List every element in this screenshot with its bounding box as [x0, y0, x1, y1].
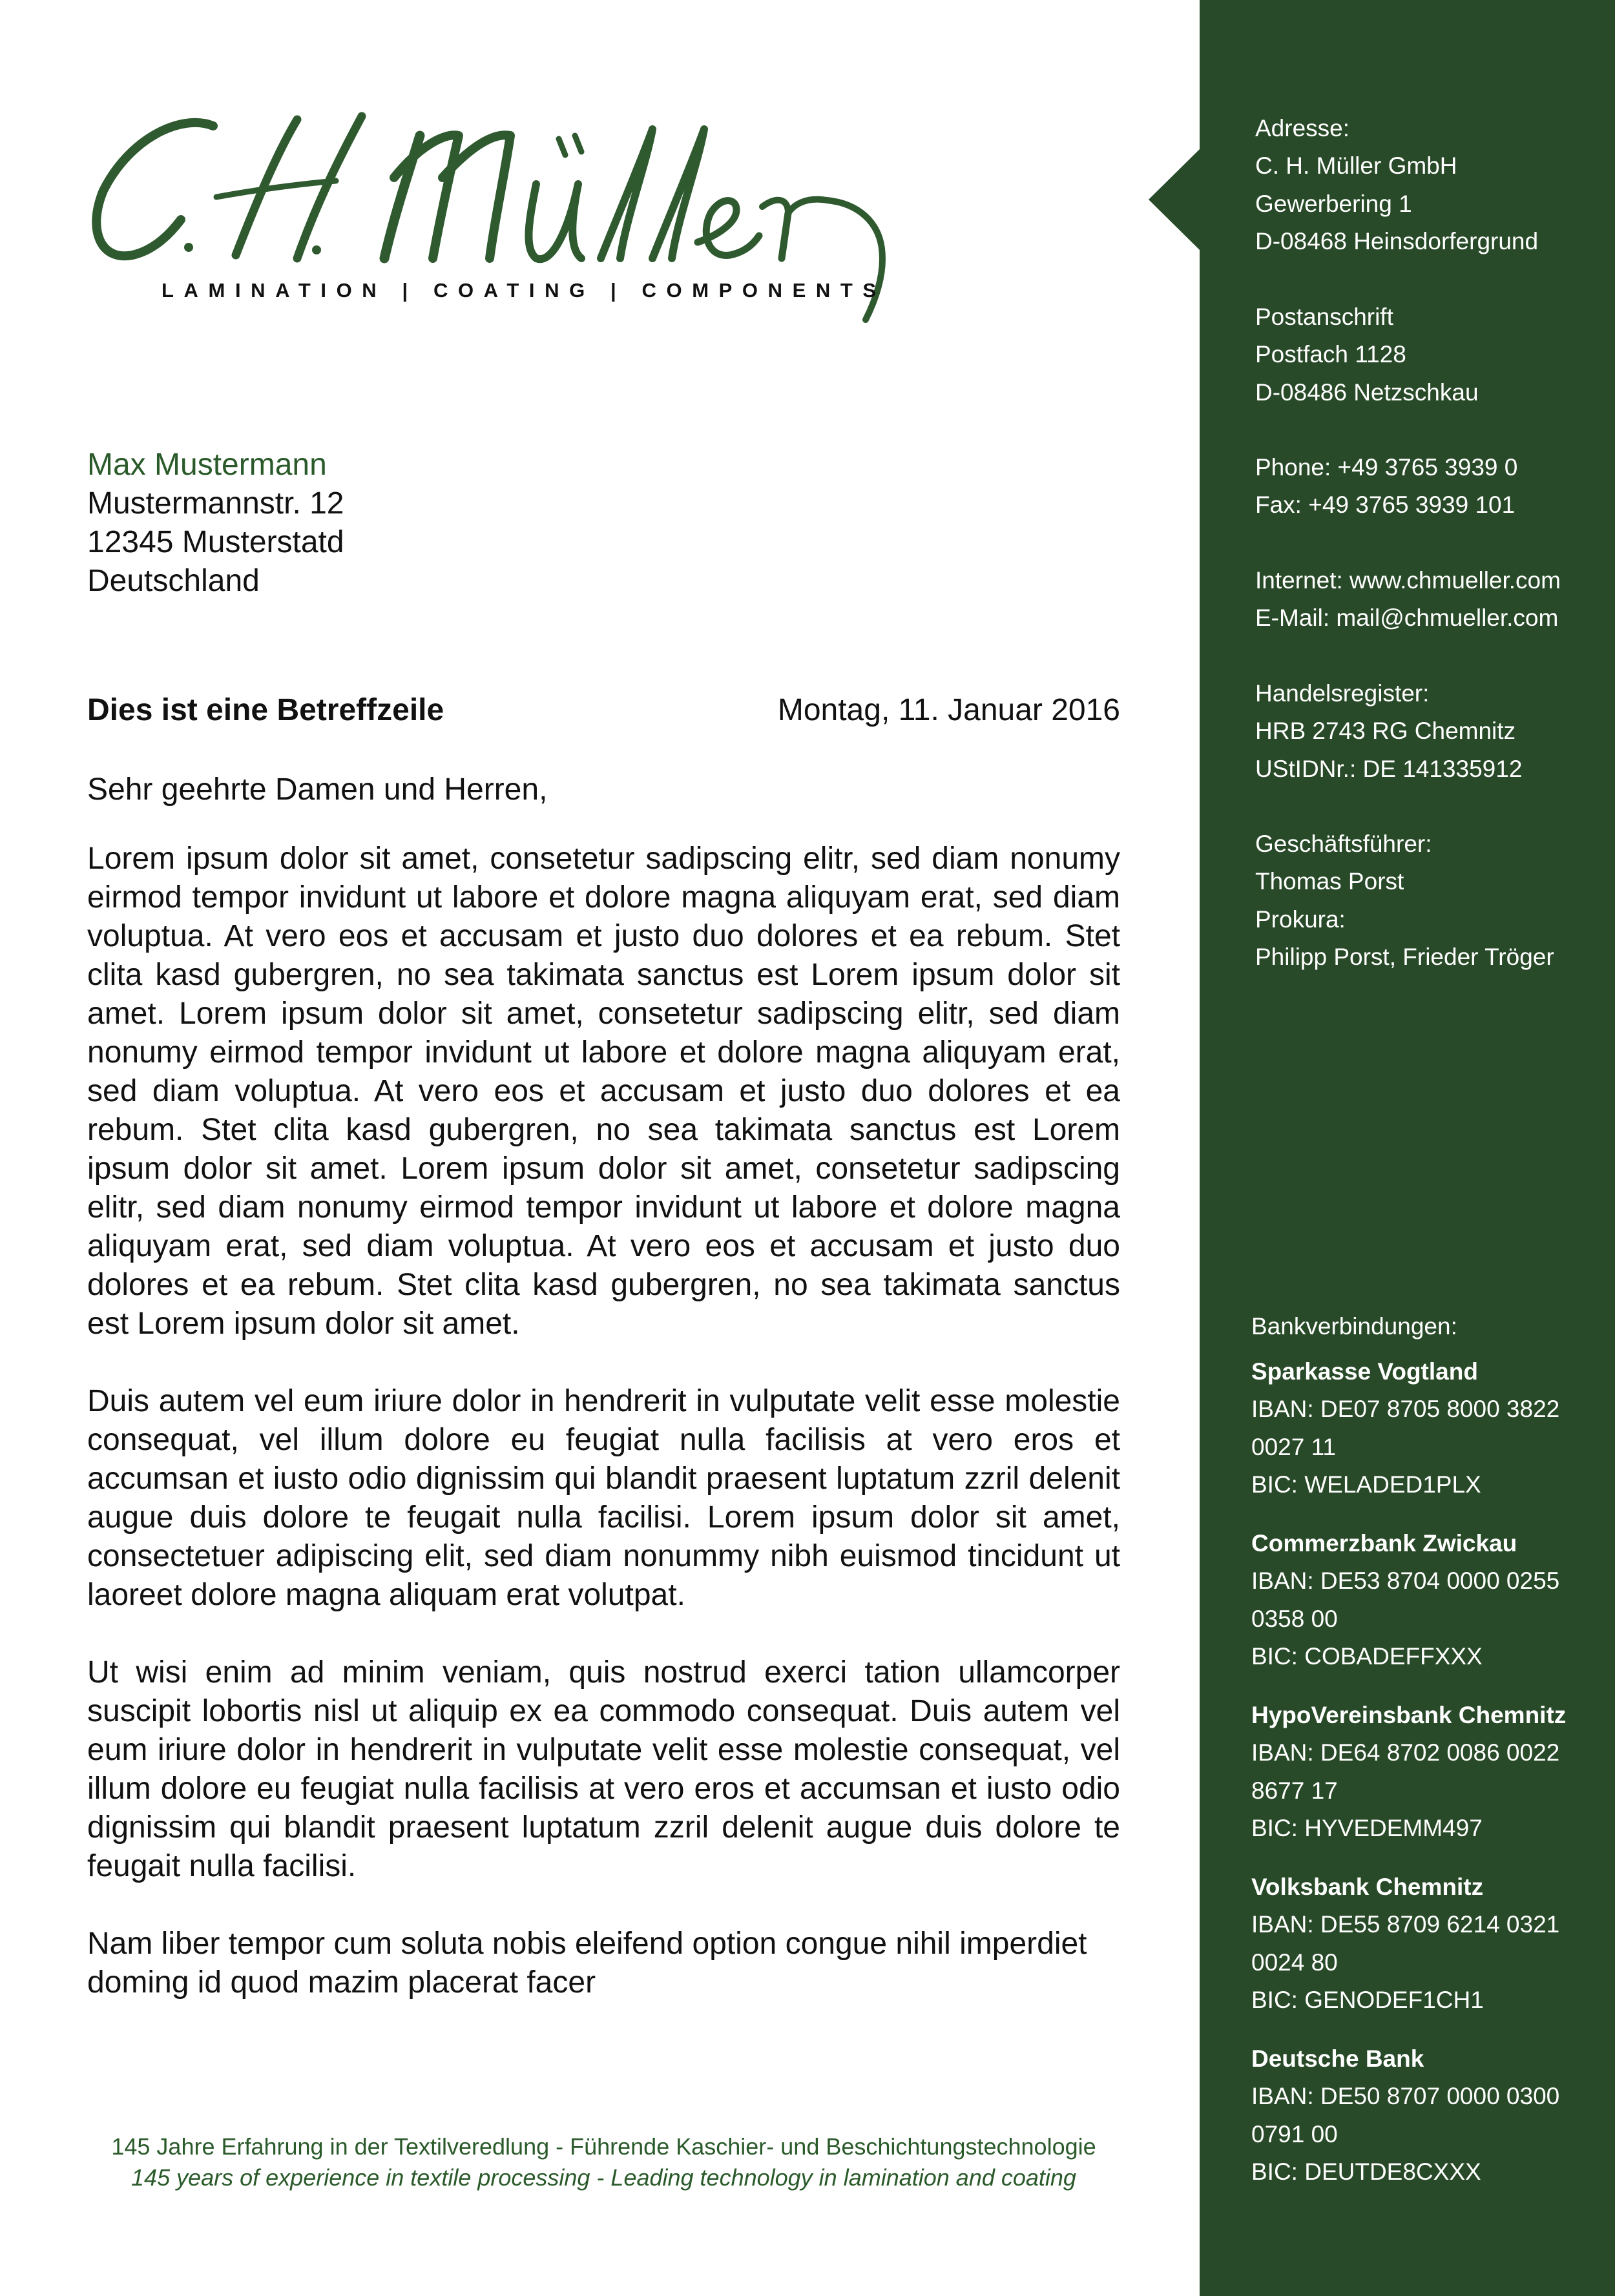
bank-iban: IBAN: DE64 8702 0086 0022: [1251, 1739, 1560, 1766]
company-name: C. H. Müller GmbH: [1255, 152, 1457, 180]
email-link[interactable]: E-Mail: mail@chmueller.com: [1255, 605, 1559, 632]
bank-name: Sparkasse Vogtland: [1251, 1358, 1478, 1385]
letter-footer: [87, 2131, 1120, 2193]
bank-label: Bankverbindungen:: [1251, 1313, 1457, 1339]
management-block: [1255, 825, 1598, 977]
sidebar-pointer: [1149, 149, 1200, 251]
bank-iban-cont: 8677 17: [1251, 1777, 1338, 1804]
body-paragraph: Duis autem vel eum iriure dolor in hendrerit in vulputate velit esse molestie consequat, vel illum dolore eu feugiat nulla facilisis at vero eros et accumsan et iusto odio dignissim qui blandit praesent luptatum zzril delenit augue duis dolore te feugait nulla facilisi. Lorem ipsum dolor sit amet, consectetuer adipiscing elit, sed diam nonummy nibh euismod tincidunt ut laoreet dolore magna aliquam erat volutpat.: [87, 1384, 1120, 1612]
prokura-label: Prokura:: [1255, 905, 1346, 933]
footer-german: 145 Jahre Erfahrung in der Textilveredlung - Führende Kaschier- und Beschichtungstechnologie: [111, 2133, 1096, 2160]
phone-number: Phone: +49 3765 3939 0: [1255, 454, 1518, 481]
body-paragraph: Ut wisi enim ad minim veniam, quis nostrud exerci tation ullamcorper suscipit lobortis nisl ut aliquip ex ea commodo consequat. Duis autem vel eum iriure dolor in hendrerit in vulputate velit esse molestie consequat, vel illum dolore eu feugiat nulla facilisis at vero eros et accumsan et iusto odio dignissim qui blandit praesent luptatum zzril delenit augue duis dolore te feugait nulla facilisi.: [87, 1655, 1120, 1883]
recipient-name: Max Mustermann: [87, 448, 327, 482]
bank-bic: BIC: DEUTDE8CXXX: [1251, 2158, 1481, 2186]
bank-iban: IBAN: DE53 8704 0000 0255: [1251, 1567, 1560, 1595]
bank-iban-cont: 0358 00: [1251, 1605, 1338, 1632]
bank-iban-cont: 0791 00: [1251, 2120, 1338, 2147]
bank-entry: [1251, 1868, 1600, 2020]
bank-entry: [1251, 1525, 1600, 1676]
bank-iban: IBAN: DE07 8705 8000 3822: [1251, 1396, 1560, 1423]
company-street: Gewerbering 1: [1255, 190, 1412, 217]
bank-entry: [1251, 2040, 1600, 2191]
address-label: Adresse:: [1255, 115, 1350, 141]
bank-iban-cont: 0027 11: [1251, 1433, 1336, 1460]
bank-name: Commerzbank Zwickau: [1251, 1530, 1517, 1557]
bank-name: HypoVereinsbank Chemnitz: [1251, 1702, 1567, 1728]
logo-tagline: LAMINATION | COATING | COMPONENTS: [162, 279, 886, 302]
ceo-name: Thomas Porst: [1255, 868, 1404, 895]
po-city: D-08486 Netzschkau: [1255, 378, 1479, 406]
bank-section: [1251, 1308, 1600, 1345]
phone-block: [1255, 449, 1598, 524]
internet-link[interactable]: Internet: www.chmueller.com: [1255, 567, 1561, 594]
letter-subject: Dies ist eine Betreffzeile: [87, 693, 444, 727]
company-logo: [84, 100, 1021, 358]
bank-name: Volksbank Chemnitz: [1251, 1874, 1484, 1900]
bank-entry: [1251, 1353, 1600, 1504]
body-paragraph: Lorem ipsum dolor sit amet, consetetur sadipscing elitr, sed diam nonumy eirmod tempor invidunt ut labore et dolore magna aliquyam erat, sed diam voluptua. At vero eos et accusam et justo duo dolores et ea rebum. Stet clita kasd gubergren, no sea takimata sanctus est Lorem ipsum dolor sit amet. Lorem ipsum dolor sit amet, consetetur sadipscing elitr, sed diam nonumy eirmod tempor invidunt ut labore et dolore magna aliquyam erat, sed diam voluptua. At vero eos et accusam et justo duo dolores et ea rebum. Stet clita kasd gubergren, no sea takimata sanctus est Lorem ipsum dolor sit amet. Lorem ipsum dolor sit amet, consetetur sadipscing elitr, sed diam nonumy eirmod tempor invidunt ut labore et dolore magna aliquyam erat, sed diam voluptua. At vero eos et accusam et justo duo dolores et ea rebum. Stet clita kasd gubergren, no sea takimata sanctus est Lorem ipsum dolor sit amet.: [87, 842, 1120, 1341]
bank-bic: BIC: HYVEDEMM497: [1251, 1815, 1483, 1842]
prokura-names: Philipp Porst, Frieder Tröger: [1255, 944, 1554, 971]
footer-english: 145 years of experience in textile processing - Leading technology in lamination and coating: [131, 2164, 1076, 2191]
ustid-number: UStIDNr.: DE 141335912: [1255, 755, 1523, 782]
recipient-city: 12345 Musterstatd: [87, 525, 344, 559]
bank-iban: IBAN: DE55 8709 6214 0321: [1251, 1911, 1560, 1938]
register-block: [1255, 675, 1598, 788]
company-city: D-08468 Heinsdorfergrund: [1255, 228, 1539, 255]
letter-date: Montag, 11. Januar 2016: [777, 693, 1120, 727]
letter-body: [87, 840, 1120, 2002]
company-address-block: [1255, 110, 1598, 261]
recipient-address: [87, 446, 344, 601]
postal-address-block: [1255, 298, 1598, 411]
fax-number: Fax: +49 3765 3939 101: [1255, 491, 1516, 519]
bank-name: Deutsche Bank: [1251, 2045, 1424, 2072]
register-label: Handelsregister:: [1255, 680, 1430, 707]
bank-bic: BIC: GENODEF1CH1: [1251, 1987, 1484, 2014]
web-block: [1255, 562, 1598, 637]
ceo-label: Geschäftsführer:: [1255, 831, 1432, 857]
recipient-street: Mustermannstr. 12: [87, 486, 344, 521]
po-box: Postfach 1128: [1255, 341, 1406, 368]
hrb-number: HRB 2743 RG Chemnitz: [1255, 718, 1516, 745]
letter-salutation: Sehr geehrte Damen und Herren,: [87, 772, 548, 807]
bank-entry: [1251, 1697, 1600, 1848]
body-paragraph: Nam liber tempor cum soluta nobis eleifend option congue nihil imperdiet doming id quod mazim placerat facer: [87, 1927, 1087, 2000]
bank-bic: BIC: WELADED1PLX: [1251, 1471, 1481, 1498]
postal-label: Postanschrift: [1255, 304, 1393, 330]
bank-iban-cont: 0024 80: [1251, 1949, 1338, 1976]
bank-bic: BIC: COBADEFFXXX: [1251, 1643, 1483, 1670]
recipient-country: Deutschland: [87, 564, 260, 598]
bank-iban: IBAN: DE50 8707 0000 0300: [1251, 2083, 1560, 2110]
